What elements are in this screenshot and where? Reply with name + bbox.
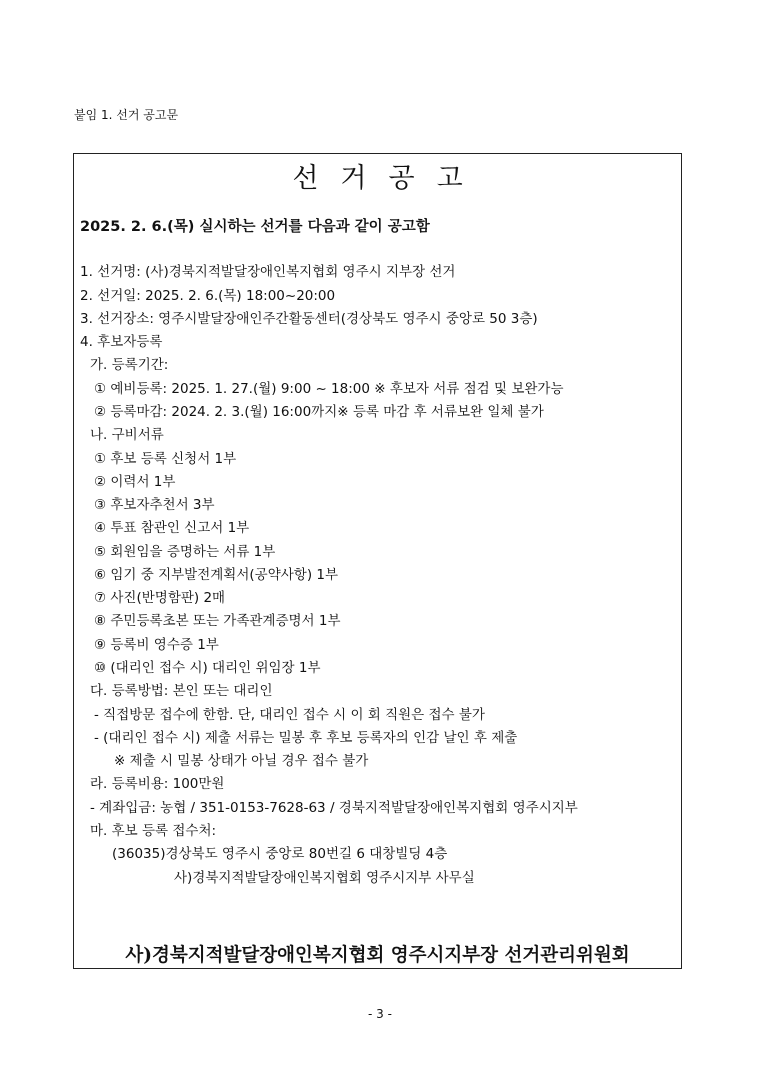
doc-item: ⑥ 임기 중 지부발전계획서(공약사항) 1부 xyxy=(94,567,339,583)
election-notice-box xyxy=(73,153,682,969)
notice-subtitle: 2025. 2. 6.(목) 실시하는 선거를 다음과 같이 공고함 xyxy=(80,219,430,235)
attachment-label: 붙임 1. 선거 공고문 xyxy=(74,108,179,122)
method-warning: ※ 제출 시 밀봉 상태가 아닐 경우 접수 불가 xyxy=(114,753,369,769)
doc-item: ② 이력서 1부 xyxy=(94,474,176,490)
doc-item: ① 후보 등록 신청서 1부 xyxy=(94,451,237,467)
page-number: - 3 - xyxy=(368,1007,392,1021)
fee-account: - 계좌입금: 농협 / 351-0153-7628-63 / 경북지적발달장애인복지협회 영주시지부 xyxy=(90,800,578,816)
doc-item: ⑦ 사진(반명함판) 2매 xyxy=(94,590,226,606)
office-address: (36035)경상북도 영주시 중앙로 80번길 6 대창빌딩 4층 xyxy=(112,846,448,862)
item-election-place: 3. 선거장소: 영주시발달장애인주간활동센터(경상북도 영주시 중앙로 50 3층) xyxy=(80,311,538,327)
doc-item: ⑩ (대리인 접수 시) 대리인 위임장 1부 xyxy=(94,660,321,676)
notice-title: 선거공고 xyxy=(292,163,485,194)
item-election-date: 2. 선거일: 2025. 2. 6.(목) 18:00~20:00 xyxy=(80,288,336,304)
reg-deadline: ② 등록마감: 2024. 2. 3.(월) 16:00까지※ 등록 마감 후 서류보완 일체 불가 xyxy=(94,404,544,420)
election-committee: 사)경북지적발달장애인복지협회 영주시지부장 선거관리위원회 xyxy=(125,945,630,966)
doc-item: ⑤ 회원임을 증명하는 서류 1부 xyxy=(94,544,276,560)
doc-item: ③ 후보자추천서 3부 xyxy=(94,497,215,513)
reg-pre: ① 예비등록: 2025. 1. 27.(월) 9:00 ~ 18:00 ※ 후보자 서류 점검 및 보완가능 xyxy=(94,381,564,397)
method-note: - 직접방문 접수에 한함. 단, 대리인 접수 시 이 회 직원은 접수 불가 xyxy=(94,707,485,723)
method-note: - (대리인 접수 시) 제출 서류는 밀봉 후 후보 등록자의 인감 날인 후 제출 xyxy=(94,730,518,746)
doc-item: ⑨ 등록비 영수증 1부 xyxy=(94,637,219,653)
doc-item: ④ 투표 참관인 신고서 1부 xyxy=(94,520,250,536)
sub-required-docs: 나. 구비서류 xyxy=(90,427,164,443)
item-candidate-reg: 4. 후보자등록 xyxy=(80,334,163,350)
sub-reg-fee: 라. 등록비용: 100만원 xyxy=(90,776,225,792)
item-election-name: 1. 선거명: (사)경북지적발달장애인복지협회 영주시 지부장 선거 xyxy=(80,264,456,280)
sub-reg-period: 가. 등록기간: xyxy=(90,357,169,373)
sub-reg-method: 다. 등록방법: 본인 또는 대리인 xyxy=(90,683,273,699)
office-name: 사)경북지적발달장애인복지협회 영주시지부 사무실 xyxy=(174,870,475,886)
sub-reg-office: 마. 후보 등록 접수처: xyxy=(90,823,217,839)
doc-item: ⑧ 주민등록초본 또는 가족관계증명서 1부 xyxy=(94,613,341,629)
